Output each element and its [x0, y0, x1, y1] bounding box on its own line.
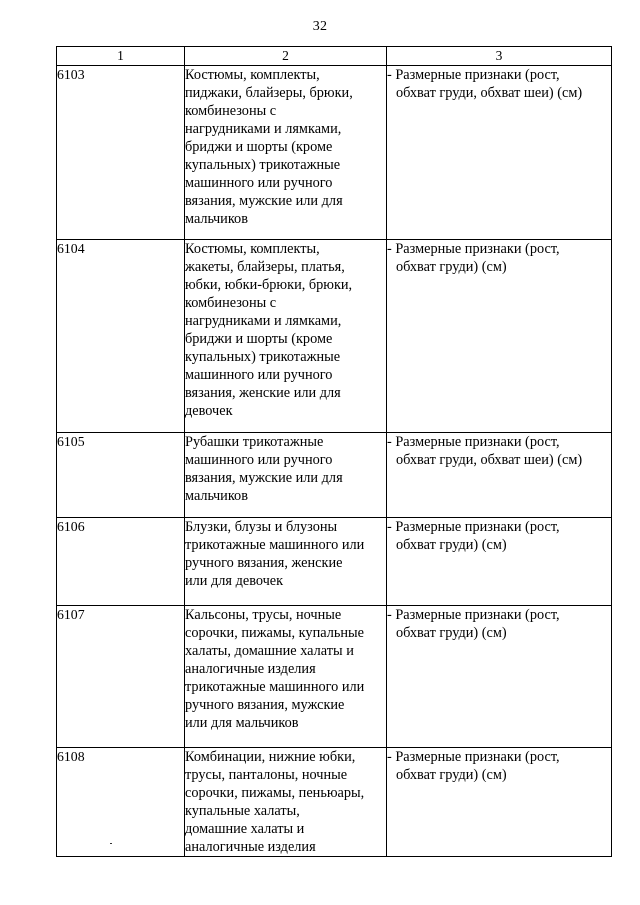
description-line: Рубашки трикотажные: [185, 434, 324, 450]
row-code: 6108: [57, 748, 185, 857]
attribute-line: - Размерные признаки (рост,: [387, 607, 560, 623]
codes-table: [56, 46, 612, 857]
description-line: комбинезоны с: [185, 103, 277, 119]
table-row: [57, 606, 612, 748]
attribute-line: - Размерные признаки (рост,: [387, 519, 560, 535]
row-attributes: [387, 433, 612, 518]
description-line: машинного или ручного: [185, 452, 333, 468]
row-attributes: [387, 518, 612, 606]
description-line: сорочки, пижамы, пеньюары,: [185, 785, 365, 801]
attribute-line: - Размерные признаки (рост,: [387, 241, 560, 257]
description-line: бриджи и шорты (кроме: [185, 139, 333, 155]
description-line: халаты, домашние халаты и: [185, 643, 354, 659]
description-line: бриджи и шорты (кроме: [185, 331, 333, 347]
description-line: трикотажные машинного или: [185, 679, 365, 695]
row-code: 6104: [57, 240, 185, 433]
row-attributes: [387, 240, 612, 433]
column-header-2: 2: [185, 47, 387, 66]
row-code: 6103: [57, 66, 185, 240]
row-description: [185, 66, 387, 240]
attribute-line: - Размерные признаки (рост,: [387, 434, 560, 450]
description-line: аналогичные изделия: [185, 839, 316, 855]
row-description: [185, 433, 387, 518]
description-line: трикотажные машинного или: [185, 537, 365, 553]
table-header-row: [57, 47, 612, 66]
description-line: трусы, панталоны, ночные: [185, 767, 348, 783]
description-line: Костюмы, комплекты,: [185, 67, 320, 83]
description-line: девочек: [185, 403, 233, 419]
description-line: Блузки, блузы и блузоны: [185, 519, 338, 535]
table-row: [57, 433, 612, 518]
description-line: ручного вязания, мужские: [185, 697, 345, 713]
description-line: Кальсоны, трусы, ночные: [185, 607, 342, 623]
attribute-line: - Размерные признаки (рост,: [387, 749, 560, 765]
description-line: машинного или ручного: [185, 175, 333, 191]
attribute-line: обхват груди) (см): [396, 767, 507, 783]
description-line: или для девочек: [185, 573, 284, 589]
description-line: сорочки, пижамы, купальные: [185, 625, 364, 641]
attribute-line: обхват груди) (см): [396, 625, 507, 641]
attribute-line: обхват груди, обхват шеи) (см): [396, 85, 583, 101]
row-description: [185, 518, 387, 606]
row-attributes: [387, 748, 612, 857]
row-code: 6105: [57, 433, 185, 518]
row-attributes: [387, 606, 612, 748]
description-line: жакеты, блайзеры, платья,: [185, 259, 345, 275]
table-row: [57, 66, 612, 240]
description-line: мальчиков: [185, 211, 248, 227]
column-header-3: 3: [387, 47, 612, 66]
description-line: Костюмы, комплекты,: [185, 241, 320, 257]
description-line: вязания, женские или для: [185, 385, 341, 401]
description-line: или для мальчиков: [185, 715, 299, 731]
attribute-line: обхват груди) (см): [396, 259, 507, 275]
description-line: аналогичные изделия: [185, 661, 316, 677]
description-line: Комбинации, нижние юбки,: [185, 749, 356, 765]
description-line: вязания, мужские или для: [185, 470, 343, 486]
description-line: нагрудниками и лямками,: [185, 121, 342, 137]
description-line: вязания, мужские или для: [185, 193, 343, 209]
row-description: [185, 606, 387, 748]
description-line: юбки, юбки-брюки, брюки,: [185, 277, 353, 293]
row-description: [185, 748, 387, 857]
table-row: [57, 240, 612, 433]
page-number: 32: [312, 19, 328, 34]
description-line: нагрудниками и лямками,: [185, 313, 342, 329]
attribute-line: обхват груди, обхват шеи) (см): [396, 452, 583, 468]
description-line: домашние халаты и: [185, 821, 305, 837]
attribute-line: обхват груди) (см): [396, 537, 507, 553]
description-line: машинного или ручного: [185, 367, 333, 383]
description-line: пиджаки, блайзеры, брюки,: [185, 85, 353, 101]
table-row: [57, 518, 612, 606]
row-description: [185, 240, 387, 433]
description-line: мальчиков: [185, 488, 248, 504]
description-line: комбинезоны с: [185, 295, 277, 311]
table-row: [57, 748, 612, 857]
row-attributes: [387, 66, 612, 240]
scan-speck: [110, 843, 112, 844]
description-line: купальных) трикотажные: [185, 157, 341, 173]
row-code: 6106: [57, 518, 185, 606]
description-line: ручного вязания, женские: [185, 555, 343, 571]
column-header-1: 1: [57, 47, 185, 66]
attribute-line: - Размерные признаки (рост,: [387, 67, 560, 83]
description-line: купальных) трикотажные: [185, 349, 341, 365]
row-code: 6107: [57, 606, 185, 748]
description-line: купальные халаты,: [185, 803, 300, 819]
